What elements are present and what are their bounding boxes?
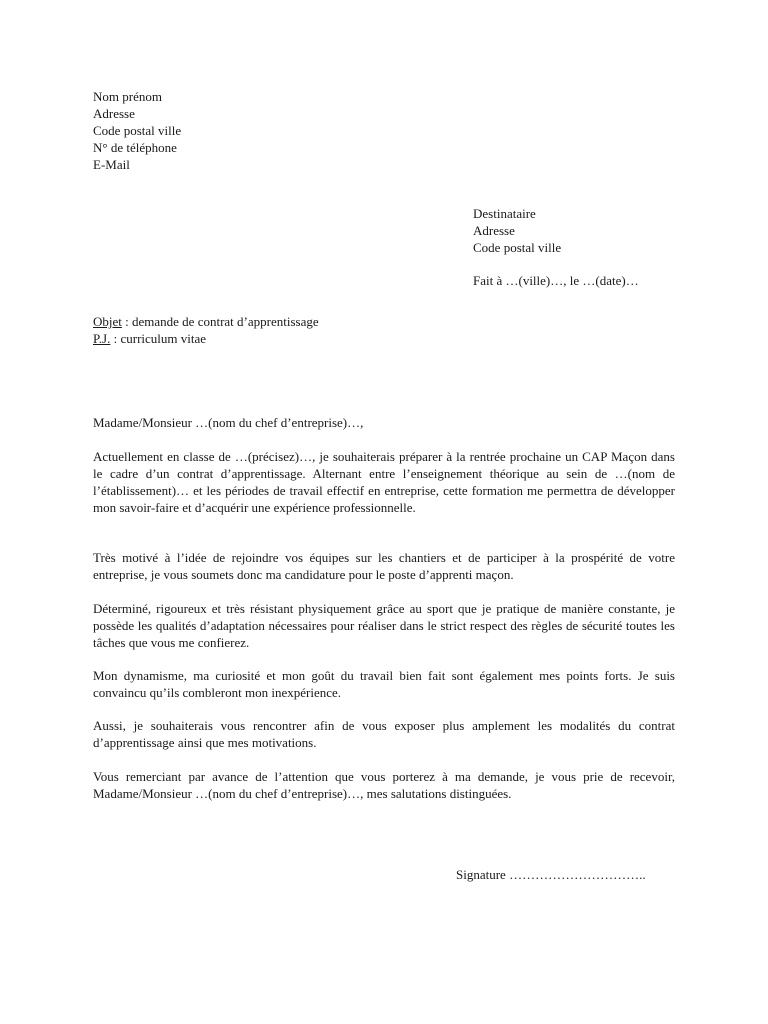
signature-line: Signature ………………………….. — [456, 867, 646, 882]
recipient-address: Adresse — [473, 223, 515, 238]
paragraph-6 — [93, 768, 675, 802]
paragraph-2 — [93, 549, 675, 583]
sender-name: Nom prénom — [93, 89, 162, 104]
greeting-text: Madame/Monsieur …(nom du chef d’entreprise)…, — [93, 415, 364, 430]
objet-label: Objet — [93, 314, 122, 329]
subject-line — [93, 313, 319, 330]
pj-text: : curriculum vitae — [110, 331, 207, 346]
pj-label: P.J. — [93, 331, 111, 346]
sender-address: Adresse — [93, 106, 135, 121]
paragraph-3 — [93, 600, 675, 651]
recipient-postal-city: Code postal ville — [473, 240, 562, 255]
paragraph-text: Actuellement en classe de …(précisez)…, je souhaiterais préparer à la rentrée prochaine un CAP Maçon dans le cadre d’un contrat d’apprentissage. Alternant entre l’enseignement théorique au sein de …(nom de l’établissement)… et les périodes de travail effectif en entreprise, cette formation me permettra de développer mon savoir-faire et d’acquérir une expérience professionnelle. — [93, 449, 675, 515]
objet-text: : demande de contrat d’apprentissage — [121, 314, 319, 329]
paragraph-4 — [93, 667, 675, 701]
paragraph-text: Déterminé, rigoureux et très résistant physiquement grâce au sport que je pratique de manière constante, je possède les qualités d’adaptation nécessaires pour réaliser dans le strict respect des règles de sécurité toutes les tâches que vous me confierez. — [93, 601, 675, 650]
place-date-text: Fait à …(ville)…, le …(date)… — [473, 273, 639, 288]
paragraph-text: Très motivé à l’idée de rejoindre vos équipes sur les chantiers et de participer à la prospérité de votre entreprise, je vous soumets donc ma candidature pour le poste d’apprenti maçon. — [93, 550, 675, 582]
place-date — [473, 272, 639, 289]
paragraph-1 — [93, 448, 675, 516]
paragraph-text: Mon dynamisme, ma curiosité et mon goût du travail bien fait sont également mes points forts. Je suis convaincu qu’ils combleront mon inexpérience. — [93, 668, 675, 700]
greeting — [93, 414, 675, 431]
paragraph-text: Aussi, je souhaiterais vous rencontrer afin de vous exposer plus amplement les modalités du contrat d’apprentissage ainsi que mes motivations. — [93, 718, 675, 750]
attachment-line — [93, 330, 319, 347]
sender-block — [93, 88, 181, 173]
sender-email: E-Mail — [93, 157, 130, 172]
subject-block — [93, 313, 319, 347]
recipient-label: Destinataire — [473, 206, 536, 221]
paragraph-text: Vous remerciant par avance de l’attention que vous porterez à ma demande, je vous prie de recevoir, Madame/Monsieur …(nom du chef d’entreprise)…, mes salutations distinguées. — [93, 769, 675, 801]
paragraph-5 — [93, 717, 675, 751]
sender-phone: N° de téléphone — [93, 140, 177, 155]
sender-postal-city: Code postal ville — [93, 123, 182, 138]
recipient-block — [473, 205, 561, 256]
